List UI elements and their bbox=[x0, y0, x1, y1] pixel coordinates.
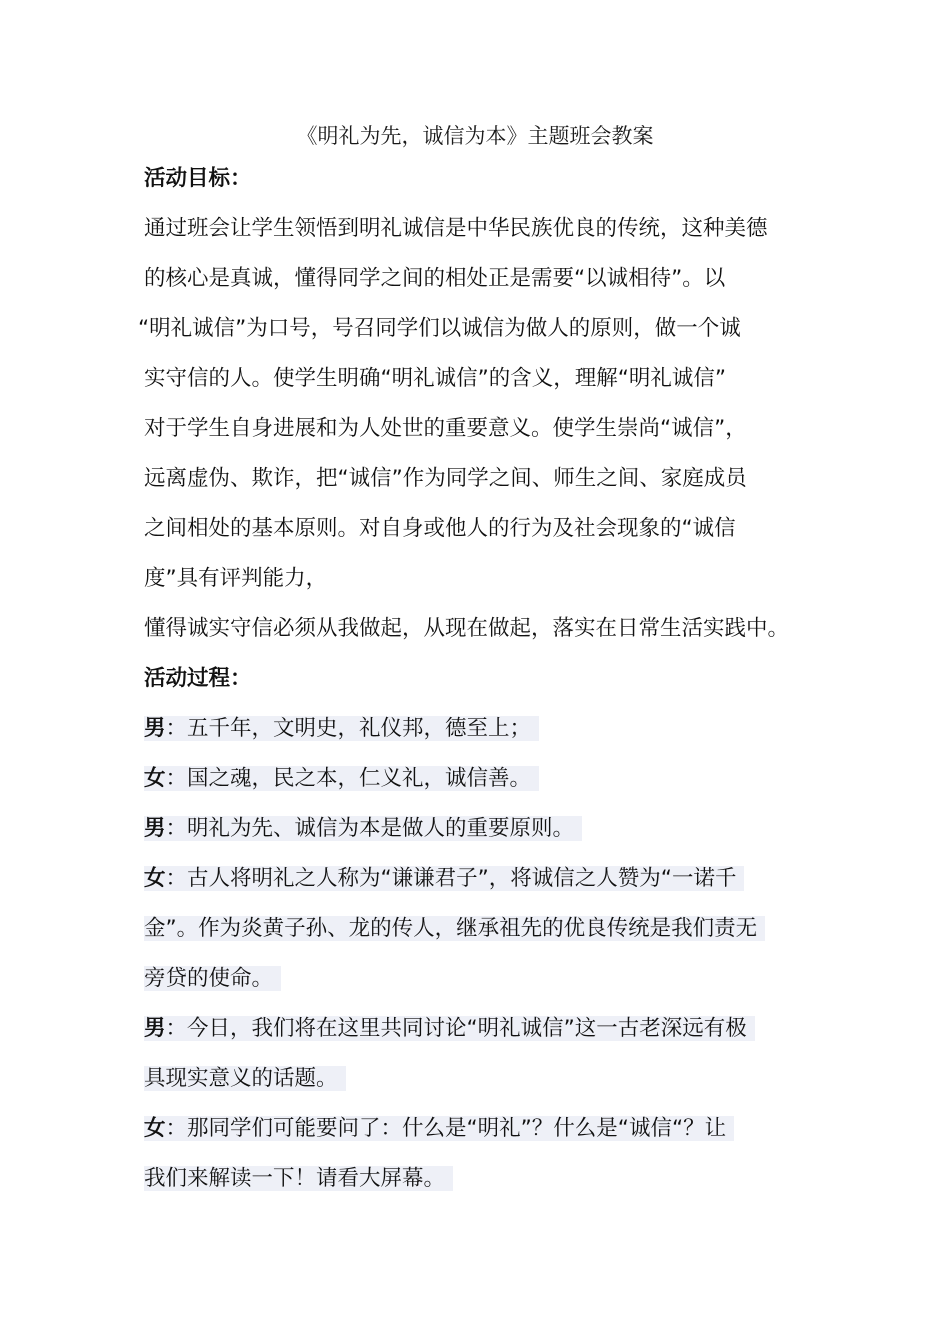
dialogue-line bbox=[144, 754, 816, 804]
speaker-label: 男 bbox=[144, 716, 166, 741]
dialogue-line bbox=[144, 704, 816, 754]
speaker-separator: ： bbox=[165, 866, 188, 891]
goals-line: 之间相处的基本原则。对自身或他人的行为及社会现象的“诚信 bbox=[144, 516, 736, 541]
dialogue-line bbox=[144, 1054, 816, 1104]
dialogue-line bbox=[144, 804, 816, 854]
goals-line: 远离虚伪、欺诈，把“诚信”作为同学之间、师生之间、家庭成员 bbox=[144, 466, 747, 491]
goals-paragraph bbox=[138, 204, 816, 654]
dialogue-text: 金”。作为炎黄子孙、龙的传人，继承祖先的优良传统是我们责无 bbox=[144, 916, 765, 941]
goals-line: 对于学生自身进展和为人处世的重要意义。使学生崇尚“诚信”， bbox=[144, 416, 747, 441]
dialogue-text: 五千年，文明史，礼仪邦，德至上； bbox=[187, 716, 532, 741]
speaker-separator: ： bbox=[165, 1116, 188, 1141]
dialogue-text: 古人将明礼之人称为“谦谦君子”，将诚信之人赞为“一诺千 bbox=[187, 866, 737, 891]
document-title: 《明礼为先，诚信为本》主题班会教案 bbox=[296, 124, 654, 148]
speaker-label: 女 bbox=[144, 1116, 166, 1141]
dialogue-text: 旁贷的使命。 bbox=[144, 966, 281, 991]
dialogue-text: 我们来解读一下！请看大屏幕。 bbox=[144, 1166, 453, 1191]
dialogue-line bbox=[144, 1004, 816, 1054]
speaker-label: 女 bbox=[144, 766, 166, 791]
speaker-separator: ： bbox=[165, 766, 188, 791]
goals-line: 通过班会让学生领悟到明礼诚信是中华民族优良的传统，这种美德 bbox=[144, 216, 768, 241]
dialogue-line bbox=[144, 1104, 816, 1154]
dialogue-line bbox=[144, 954, 816, 1004]
goals-line: 度”具有评判能力， bbox=[144, 566, 328, 591]
speaker-label: 男 bbox=[144, 1016, 166, 1041]
dialogue-text: 那同学们可能要问了：什么是“明礼”？什么是“诚信“？让 bbox=[187, 1116, 727, 1141]
dialogue-text: 具现实意义的话题。 bbox=[144, 1066, 346, 1091]
goals-line: “明礼诚信”为口号，号召同学们以诚信为做人的原则，做一个诚 bbox=[138, 316, 741, 341]
dialogue-line bbox=[144, 1154, 816, 1204]
dialogue-text: 明礼为先、诚信为本是做人的重要原则。 bbox=[187, 816, 575, 841]
dialogue-text: 今日，我们将在这里共同讨论“明礼诚信”这一古老深远有极 bbox=[187, 1016, 747, 1041]
goals-heading: 活动目标： bbox=[144, 166, 252, 191]
goals-line: 实守信的人。使学生明确“明礼诚信”的含义，理解“明礼诚信” bbox=[144, 366, 727, 391]
dialogue-line bbox=[144, 854, 816, 904]
speaker-separator: ： bbox=[165, 1016, 188, 1041]
dialogue-text: 国之魂，民之本，仁义礼，诚信善。 bbox=[187, 766, 532, 791]
goals-line: 懂得诚实守信必须从我做起，从现在做起，落实在日常生活实践中。 bbox=[144, 616, 790, 641]
goals-line: 的核心是真诚，懂得同学之间的相处正是需要“以诚相待”。以 bbox=[144, 266, 726, 291]
document-body bbox=[138, 154, 816, 1204]
process-heading: 活动过程： bbox=[144, 666, 252, 691]
dialogue bbox=[144, 704, 816, 1204]
speaker-separator: ： bbox=[165, 716, 188, 741]
speaker-label: 女 bbox=[144, 866, 166, 891]
dialogue-line bbox=[144, 904, 816, 954]
speaker-separator: ： bbox=[165, 816, 188, 841]
speaker-label: 男 bbox=[144, 816, 166, 841]
